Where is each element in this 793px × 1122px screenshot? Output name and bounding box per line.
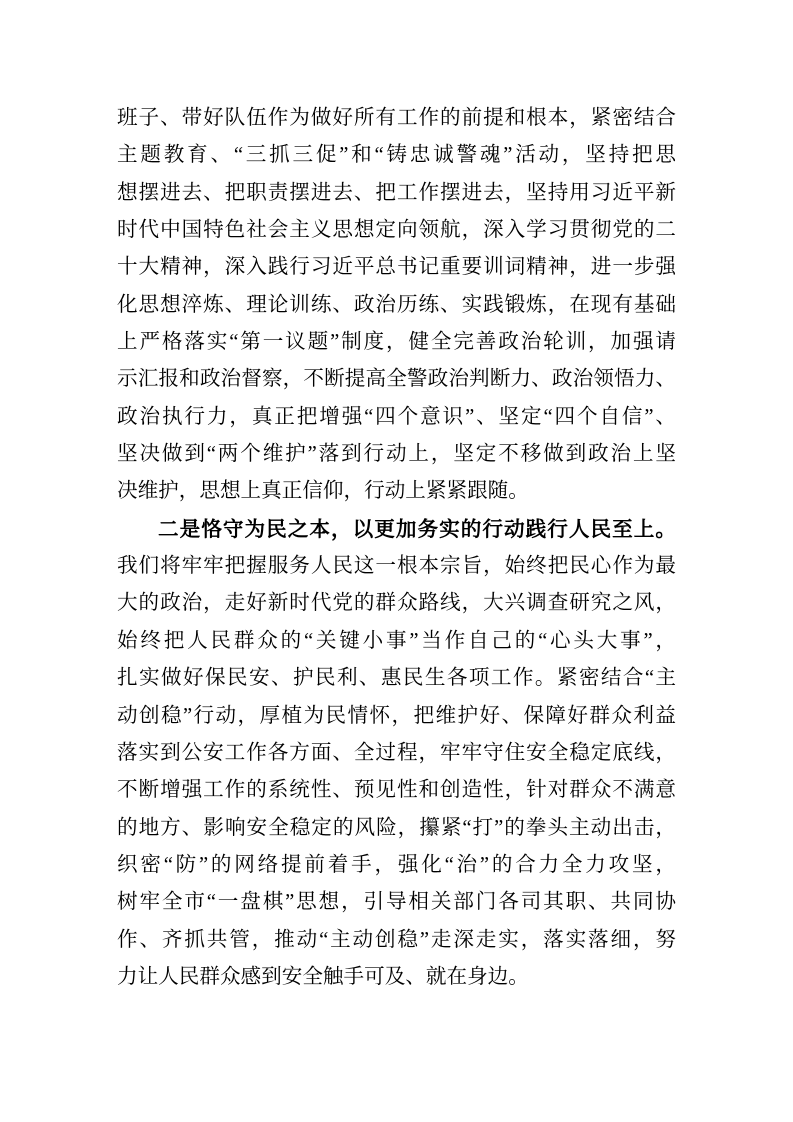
text-line: 坚决做到“两个维护”落到行动上，坚定不移做到政治上坚 [117,443,676,466]
text-line: 大的政治，走好新时代党的群众路线，大兴调查研究之风， [117,592,676,615]
text-line: 时代中国特色社会主义思想定向领航，深入学习贯彻党的二 [117,219,676,242]
text-line: 主题教育、“三抓三促”和“铸忠诚警魂”活动，坚持把思 [117,144,676,167]
paragraph-2 [117,511,676,996]
text-line: 政治执行力，真正把增强“四个意识”、坚定“四个自信”、 [117,405,676,428]
document-body [117,100,676,996]
text-line: 我们将牢牢把握服务人民这一根本宗旨，始终把民心作为最 [117,555,676,578]
paragraph-2-justified-lines [117,548,676,959]
paragraph-1-justified-lines [117,100,676,473]
text-line: 的地方、影响安全稳定的风险，攥紧“打”的拳头主动出击， [117,816,676,839]
text-line: 织密“防”的网络提前着手，强化“治”的合力全力攻坚， [117,853,676,876]
text-line: 想摆进去、把职责摆进去、把工作摆进去，坚持用习近平新 [117,181,676,204]
text-line: 十大精神，深入践行习近平总书记重要训词精神，进一步强 [117,256,676,279]
text-line: 始终把人民群众的“关键小事”当作自己的“心头大事”， [117,629,676,652]
text-line: 动创稳”行动，厚植为民情怀，把维护好、保障好群众利益 [117,704,676,727]
text-line: 作、齐抓共管，推动“主动创稳”走深走实，落实落细，努 [117,928,676,951]
text-line: 班子、带好队伍作为做好所有工作的前提和根本，紧密结合 [117,107,676,129]
paragraph-1-final-line: 决维护，思想上真正信仰，行动上紧紧跟随。 [117,480,529,503]
text-line: 落实到公安工作各方面、全过程，牢牢守住安全稳定底线， [117,741,676,764]
paragraph-2-final-line: 力让人民群众感到安全触手可及、就在身边。 [117,965,529,988]
paragraph-1 [117,100,676,511]
text-line: 扎实做好保民安、护民利、惠民生各项工作。紧密结合“主 [117,667,676,690]
text-line: 树牢全市“一盘棋”思想，引导相关部门各司其职、共同协 [117,891,676,914]
text-line: 不断增强工作的系统性、预见性和创造性，针对群众不满意 [117,779,676,802]
text-line: 示汇报和政治督察，不断提高全警政治判断力、政治领悟力、 [117,368,676,391]
paragraph-2-bold-heading: 二是恪守为民之本，以更加务实的行动践行人民至上。 [158,517,676,541]
text-line: 化思想淬炼、理论训练、政治历练、实践锻炼，在现有基础 [117,293,676,316]
text-line: 上严格落实“第一议题”制度，健全完善政治轮训，加强请 [117,331,676,354]
